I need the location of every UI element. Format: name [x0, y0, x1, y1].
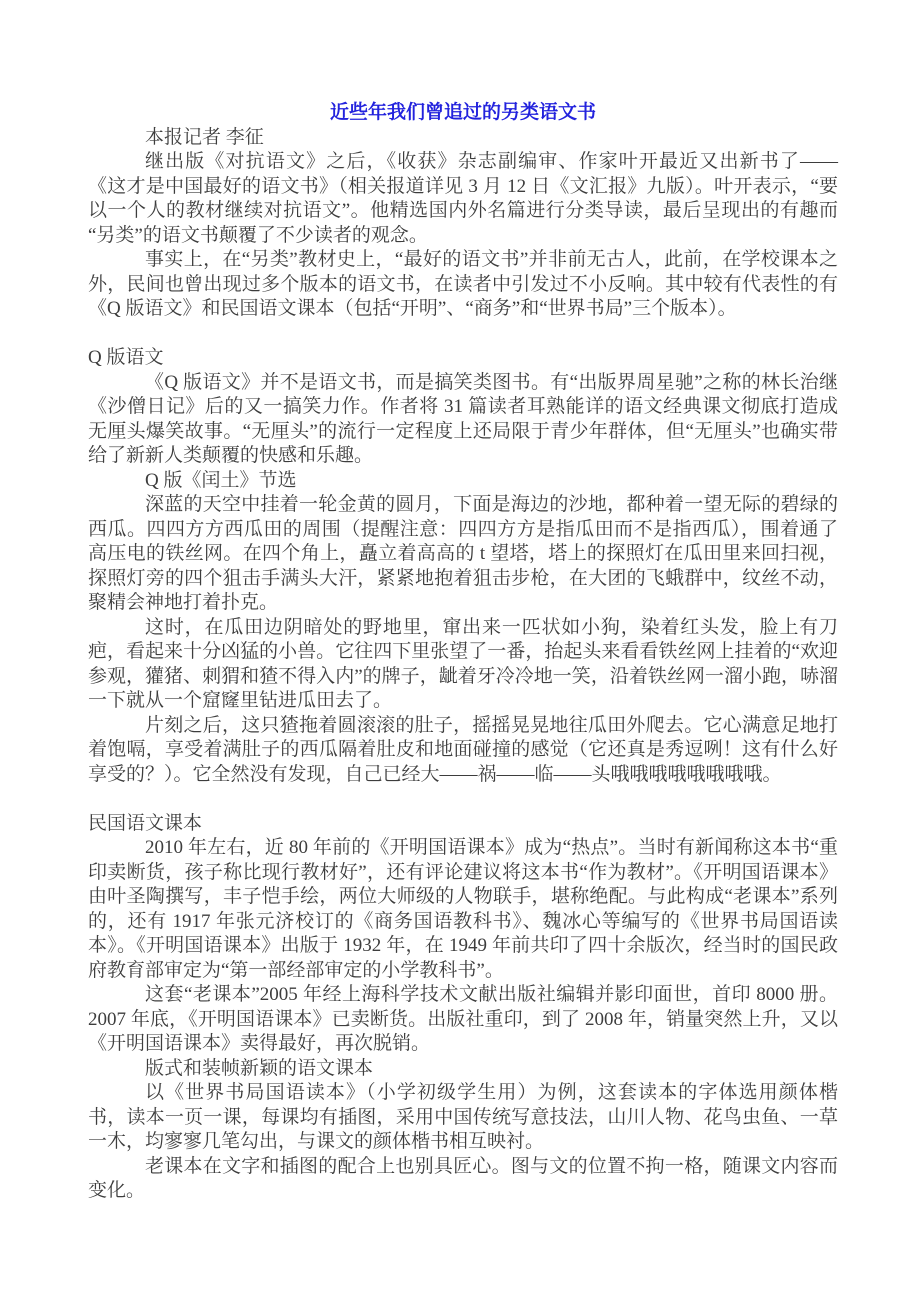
section-heading: Q 版语文 — [88, 347, 164, 368]
document-body — [88, 126, 838, 1204]
paragraph: 这套“老课本”2005 年经上海科学技术文献出版社编辑并影印面世，首印 8000 册。2007 年底，《开明国语课本》已卖断货。出版社重印，到了 2008 年，销量突然上升，又以《开明国语课本》卖得最好，再次脱销。 — [88, 984, 838, 1054]
paragraph: 事实上，在“另类”教材史上，“最好的语文书”并非前无古人，此前，在学校课本之外，民间也曾出现过多个版本的语文书，在读者中引发过不小反响。其中较有代表性的有《Q 版语文》和民国语文课本（包括“开明”、“商务”和“世界书局”三个版本）。 — [88, 249, 838, 319]
page-title: 近些年我们曾追过的另类语文书 — [329, 102, 596, 123]
paragraph: 这时，在瓜田边阴暗处的野地里，窜出来一匹状如小狗，染着红头发，脸上有刀疤，看起来十分凶猛的小兽。它往四下里张望了一番，抬起头来看看铁丝网上挂着的“欢迎参观，獾猪、刺猬和猹不得入内”的牌子，龇着牙冷冷地一笑，沿着铁丝网一溜小跑，哧溜一下就从一个窟窿里钻进瓜田去了。 — [88, 616, 838, 711]
section-heading: 民国语文课本 — [88, 812, 203, 834]
paragraph: 《Q 版语文》并不是语文书，而是搞笑类图书。有“出版界周星驰”之称的林长治继《沙僧日记》后的又一搞笑力作。作者将 31 篇读者耳熟能详的语文经典课文彻底打造成无厘头爆笑故事。“无厘头”的流行一定程度上还局限于青少年群体，但“无厘头”也确实带给了新新人类颠覆的快感和乐趣。 — [88, 371, 838, 466]
paragraph: 深蓝的天空中挂着一轮金黄的圆月，下面是海边的沙地，都种着一望无际的碧绿的西瓜。四四方方西瓜田的周围（提醒注意：四四方方是指瓜田而不是指西瓜），围着通了高压电的铁丝网。在四个角上，矗立着高高的 t 望塔，塔上的探照灯在瓜田里来回扫视，探照灯旁的四个狙击手满头大汗，紧紧地抱着狙击步枪，在大团的飞蛾群中，纹丝不动，聚精会神地打着扑克。 — [88, 494, 838, 613]
paragraph: 片刻之后，这只猹拖着圆滚滚的肚子，摇摇晃晃地往瓜田外爬去。它心满意足地打着饱嗝，享受着满肚子的西瓜隔着肚皮和地面碰撞的感觉（它还真是秀逗咧！这有什么好享受的？）。它全然没有发现，自己已经大——祸——临——头哦哦哦哦哦哦哦哦。 — [88, 714, 838, 785]
paragraph: 2010 年左右，近 80 年前的《开明国语课本》成为“热点”。当时有新闻称这本书“重印卖断货，孩子称比现行教材好”，还有评论建议将这本书“作为教材”。《开明国语课本》由叶圣陶撰写，丰子恺手绘，两位大师级的人物联手，堪称绝配。与此构成“老课本”系列的，还有 1917 年张元济校订的《商务国语教科书》、魏冰心等编写的《世界书局国语读本》。《开明国语课本》出版于 1932 年，在 1949 年前共印了四十余版次，经当时的国民政府教育部审定为“第一部经部审定的小学教科书”。 — [88, 837, 838, 981]
byline: 本报记者 李征 — [145, 126, 264, 148]
paragraph: 继出版《对抗语文》之后，《收获》杂志副编审、作家叶开最近又出新书了——《这才是中国最好的语文书》（相关报道详见 3 月 12 日《文汇报》九版）。叶开表示，“要以一个人的教材继续对抗语文”。他精选国内外名篇进行分类导读，最后呈现出的有趣而“另类”的语文书颠覆了不少读者的观念。 — [88, 151, 838, 246]
sub-heading: Q 版《闰土》节选 — [145, 469, 297, 491]
sub-heading: 版式和装帧新颖的语文课本 — [145, 1057, 374, 1079]
paragraph: 以《世界书局国语读本》（小学初级学生用）为例，这套读本的字体选用颜体楷书，读本一页一课，每课均有插图，采用中国传统写意技法，山川人物、花鸟虫鱼、一草一木，均寥寥几笔勾出，与课文的颜体楷书相互映衬。 — [88, 1082, 838, 1152]
paragraph: 老课本在文字和插图的配合上也别具匠心。图与文的位置不拘一格，随课文内容而变化。 — [88, 1155, 838, 1201]
